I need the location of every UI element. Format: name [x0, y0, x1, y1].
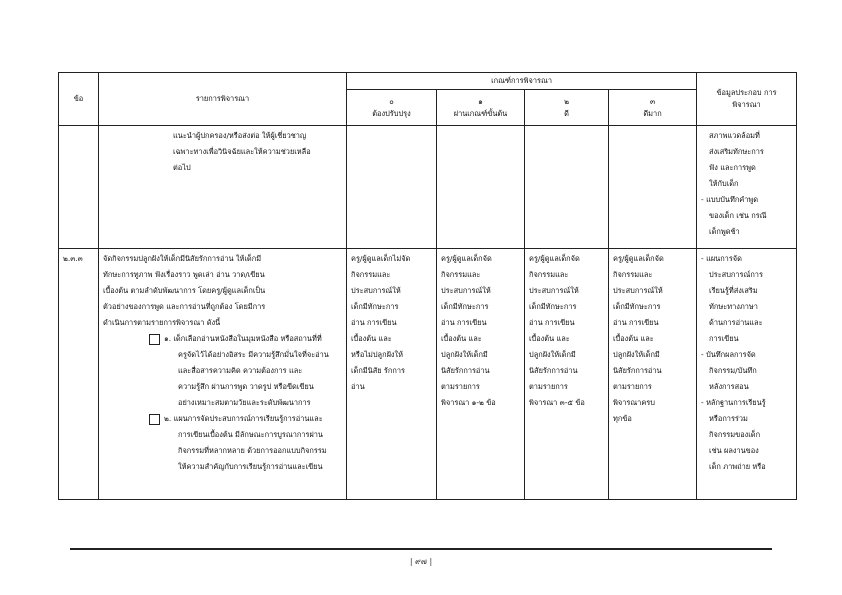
- level-2-line: เบื้องต้น และ: [529, 334, 570, 343]
- level-3-line: นิสัยรักการอ่าน: [613, 366, 662, 375]
- evidence-line: สภาพแวดล้อมที่: [709, 131, 760, 140]
- sub-item-line: การเขียนเบื้องต้น มีลักษณะการบูรณาการผ่าน: [178, 430, 323, 439]
- level-2-line: อ่าน การเขียน: [529, 318, 575, 327]
- level-0-cell: [347, 126, 437, 249]
- level-1-header: [437, 90, 525, 126]
- level-1-line: พิจารณา ๑-๒ ข้อ: [441, 398, 496, 407]
- item-line: ตัวอย่างของการพูด และการอ่านที่ถูกต้อง โดยมีการ: [103, 302, 266, 311]
- level-1-line: เด็กมีทักษะการ: [441, 302, 489, 311]
- footer-divider: [70, 548, 772, 550]
- row-no: [59, 126, 99, 249]
- level-2-cell: [525, 126, 609, 249]
- level-2-cell: [525, 249, 609, 500]
- header-criteria: เกณฑ์การพิจารณา: [347, 73, 697, 90]
- level-3-line: เด็กมีทักษะการ: [613, 302, 661, 311]
- level-1-line: ปลูกฝังให้เด็กมี: [441, 350, 488, 359]
- item-line: เบื้องต้น ตามลำดับพัฒนาการ โดยครู/ผู้ดูแลเด็กเป็น: [103, 286, 266, 295]
- level-3-line: ปลูกฝังให้เด็กมี: [613, 350, 660, 359]
- level-2-header: [525, 90, 609, 126]
- level-3-line: ทุกข้อ: [613, 414, 632, 423]
- item-line: ทักษะการทูภาพ ฟังเรื่องราว พูดเล่า อ่าน วาด/เขียน: [103, 270, 265, 279]
- item-line: แนะนำผู้ปกครอง/หรือส่งต่อ ให้ผู้เชี่ยวชาญ: [173, 131, 307, 140]
- level-3-line: อ่าน การเขียน: [613, 318, 659, 327]
- evidence-line: ทักษะทางภาษา: [709, 302, 758, 311]
- level-0-line: ครู/ผู้ดูแลเด็กไม่จัด: [351, 254, 411, 263]
- level-0-cell: [347, 249, 437, 500]
- evidence-line: เรียนรู้ที่ส่งเสริม: [709, 286, 758, 295]
- item-line: ต่อไป: [173, 163, 191, 172]
- sub-item-line: ๑. เด็กเลือกอ่านหนังสือในมุมหนังสือ หรือสถานที่ที่: [164, 334, 322, 343]
- sub-item-line: และสื่อสารความคิด ความต้องการ และ: [178, 366, 303, 375]
- level-0-line: เด็กมีทักษะการ: [351, 302, 399, 311]
- level-2-line: ประสบการณ์ให้: [529, 286, 579, 295]
- level-0-line: อ่าน: [351, 382, 365, 391]
- level-3-line: ประสบการณ์ให้: [613, 286, 663, 295]
- level-1-line: ประสบการณ์ให้: [441, 286, 491, 295]
- header-item: รายการพิจารณา: [99, 73, 347, 126]
- sub-item-line: ให้ความสำคัญกับการเรียนรู้การอ่านและเขียน: [178, 462, 323, 471]
- level-3-line: เบื้องต้น และ: [613, 334, 654, 343]
- sub-item-line: ครูจัดไว้ได้อย่างอิสระ มีความรู้สึกมั่นใจที่จะอ่าน: [178, 350, 329, 359]
- sub-item-line: ๒. แผนการจัดประสบการณ์การเรียนรู้การอ่านและ: [164, 414, 323, 423]
- level-2-line: ครู/ผู้ดูแลเด็กจัด: [529, 254, 580, 263]
- level-3-header: [609, 90, 697, 126]
- checkbox[interactable]: [149, 334, 160, 345]
- level-3-cell: [609, 249, 697, 500]
- checklist-text: [164, 331, 329, 411]
- level-1-line: นิสัยรักการอ่าน: [441, 366, 490, 375]
- level-2-number: ๒: [564, 96, 569, 106]
- level-3-number: ๓: [649, 96, 656, 106]
- level-2-label: ดี: [564, 108, 569, 118]
- level-1-label: ผ่านเกณฑ์ขั้นต้น: [453, 108, 508, 118]
- level-3-line: พิจารณาครบ: [613, 398, 655, 407]
- level-0-line: หรือไม่ปลูกฝังให้: [351, 350, 403, 359]
- level-3-cell: [609, 126, 697, 249]
- level-2-line: เด็กมีทักษะการ: [529, 302, 577, 311]
- evidence-line: เช่น ผลงานของ: [709, 446, 759, 455]
- level-0-line: เบื้องต้น และ: [351, 334, 392, 343]
- sub-item-line: ความรู้สึก ผ่านการพูด วาดรูป หรือขีดเขียน: [178, 382, 314, 391]
- level-0-label: ต้องปรับปรุง: [372, 108, 411, 118]
- evidence-line: ฟัง และการพูด: [709, 163, 756, 172]
- level-0-number: ๐: [389, 96, 394, 106]
- checklist-item: [103, 331, 342, 411]
- level-3-label: ดีมาก: [643, 108, 662, 118]
- item-line: จัดกิจกรรมปลูกฝังให้เด็กมีนิสัยรักการอ่าน ให้เด็กมี: [103, 254, 262, 263]
- sub-item-line: กิจกรรมที่หลากหลาย ด้วยการออกแบบกิจกรรม: [178, 446, 327, 455]
- level-1-number: ๑: [478, 96, 483, 106]
- level-1-cell: [437, 126, 525, 249]
- level-2-line: กิจกรรมและ: [529, 270, 569, 279]
- level-0-header: [347, 90, 437, 126]
- checklist-text: [164, 411, 327, 475]
- header-evidence: ข้อมูลประกอบ การพิจารณา: [697, 73, 797, 126]
- level-1-line: ตามรายการ: [441, 382, 480, 391]
- evidence-line: เด็ก ภาพถ่าย หรือ: [709, 462, 766, 471]
- evaluation-table: [58, 72, 797, 500]
- evidence-line: ด้านการอ่านและ: [709, 318, 763, 327]
- row-no: ๒.๓.๓: [59, 249, 99, 500]
- checklist-item: [103, 411, 342, 475]
- evidence-line: ของเด็ก เช่น กรณี: [709, 211, 767, 220]
- evidence-line: หรือการร่วม: [709, 414, 748, 423]
- evidence-line: กิจกรรม/บันทึก: [709, 366, 757, 375]
- row-item: [99, 126, 347, 249]
- item-line: ดำเนินการตามรายการพิจารณา ดังนี้: [103, 318, 221, 327]
- level-1-line: เบื้องต้น และ: [441, 334, 482, 343]
- header-no: ข้อ: [59, 73, 99, 126]
- level-0-line: กิจกรรมและ: [351, 270, 391, 279]
- evidence-line: กิจกรรมของเด็ก: [709, 430, 761, 439]
- evidence-line: ส่งเสริมทักษะการ: [709, 147, 764, 156]
- evidence-line: หลังการสอน: [709, 382, 749, 391]
- checkbox[interactable]: [149, 414, 160, 425]
- level-2-line: ตามรายการ: [529, 382, 568, 391]
- evidence-line: เด็กพูดช้า: [709, 227, 740, 236]
- evidence-line: ประสบการณ์การ: [709, 270, 763, 279]
- page-number: | ๙๗ |: [409, 557, 433, 566]
- evidence-line: - แผนการจัด: [701, 254, 742, 263]
- level-0-line: ประสบการณ์ให้: [351, 286, 401, 295]
- level-3-line: ตามรายการ: [613, 382, 652, 391]
- evidence-cell: [697, 126, 797, 249]
- level-3-line: กิจกรรมและ: [613, 270, 653, 279]
- level-2-line: ปลูกฝังให้เด็กมี: [529, 350, 576, 359]
- level-2-line: นิสัยรักการอ่าน: [529, 366, 578, 375]
- level-2-line: พิจารณา ๓-๕ ข้อ: [529, 398, 585, 407]
- sub-item-line: อย่างเหมาะสมตามวัยและระดับพัฒนาการ: [178, 398, 311, 407]
- level-1-cell: [437, 249, 525, 500]
- evidence-cell: [697, 249, 797, 500]
- evidence-line: ให้กับเด็ก: [709, 179, 739, 188]
- evidence-line: - แบบบันทึกคำพูด: [701, 195, 759, 204]
- row-item: [99, 249, 347, 500]
- level-1-line: ครู/ผู้ดูแลเด็กจัด: [441, 254, 492, 263]
- evidence-line: - บันทึกผลการจัด: [701, 350, 756, 359]
- table-row: [59, 126, 797, 249]
- level-0-line: เด็กมีนิสัย รักการ: [351, 366, 405, 375]
- level-0-line: อ่าน การเขียน: [351, 318, 397, 327]
- table-row: [59, 249, 797, 500]
- evidence-line: - หลักฐานการเรียนรู้: [701, 398, 766, 407]
- evidence-line: การเขียน: [709, 334, 739, 343]
- level-1-line: กิจกรรมและ: [441, 270, 481, 279]
- level-3-line: ครู/ผู้ดูแลเด็กจัด: [613, 254, 664, 263]
- level-1-line: อ่าน การเขียน: [441, 318, 487, 327]
- item-line: เฉพาะทางเพื่อวินิจฉัยและให้ความช่วยเหลือ: [173, 147, 311, 156]
